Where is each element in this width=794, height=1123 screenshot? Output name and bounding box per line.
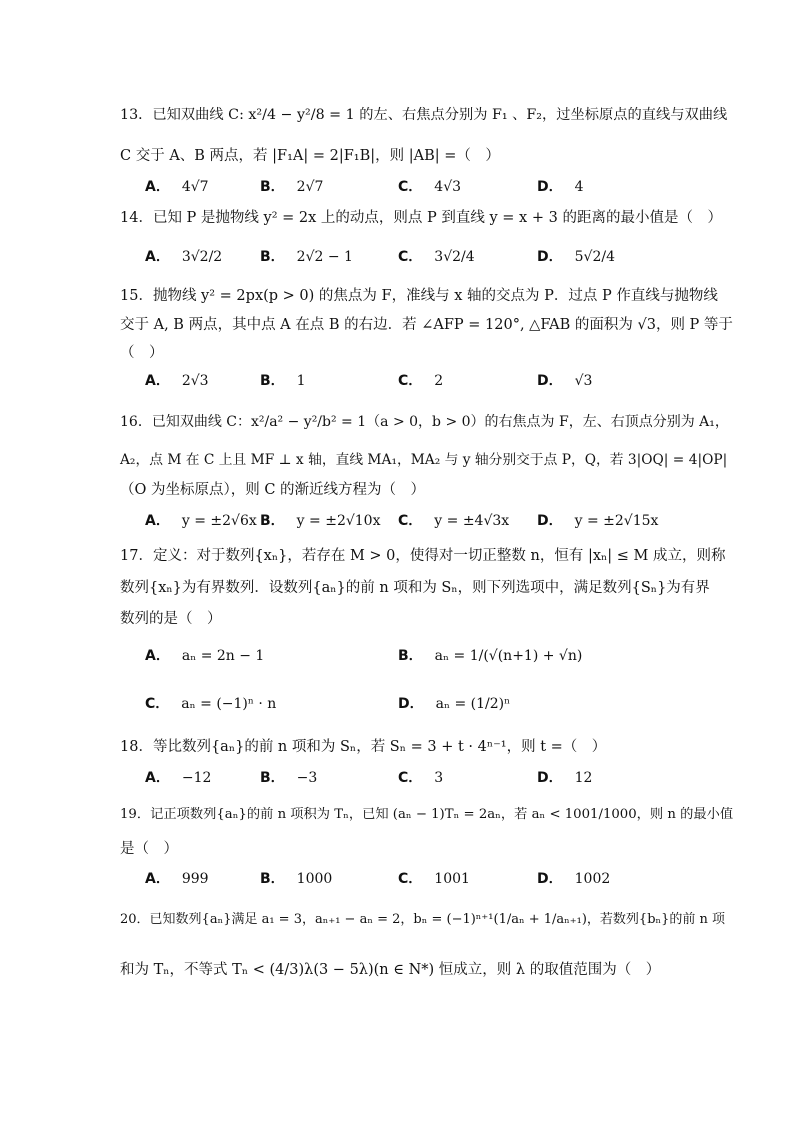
option-d: D． aₙ = (1/2)ⁿ xyxy=(398,696,511,712)
option-a: A． 2√3 xyxy=(145,373,209,389)
option-a: A． y = ±2√6x xyxy=(145,513,257,529)
question-19-line-2: 是（ ） xyxy=(120,841,178,857)
question-17-options-row-1 xyxy=(145,645,734,667)
question-15-line-2: 交于 A, B 两点，其中点 A 在点 B 的右边．若 ∠AFP = 120°, △FAB 的面积为 √3，则 P 等于 xyxy=(120,317,733,333)
option-d: D． 4 xyxy=(537,179,584,195)
option-a: A． 999 xyxy=(145,871,209,887)
option-a: A． 3√2/2 xyxy=(145,249,223,265)
question-14-line-1: 14．已知 P 是抛物线 y² = 2x 上的动点，则点 P 到直线 y = x + 3 的距离的最小值是（ ） xyxy=(120,210,722,226)
option-b: B． y = ±2√10x xyxy=(260,513,381,529)
question-16-line-2: A₂，点 M 在 C 上且 MF ⊥ x 轴，直线 MA₁，MA₂ 与 y 轴分别交于点 P，Q，若 3|OQ| = 4|OP| xyxy=(120,452,728,468)
question-20-line-1: 20．已知数列{aₙ}满足 a₁ = 3，aₙ₊₁ − aₙ = 2，bₙ = (−1)ⁿ⁺¹(1/aₙ + 1/aₙ₊₁)，若数列{bₙ}的前 n 项 xyxy=(120,912,726,927)
question-17-options-row-2 xyxy=(145,693,734,715)
option-b: B． 1 xyxy=(260,373,306,389)
question-13-line-1: 13．已知双曲线 C: x²/4 − y²/8 = 1 的左、右焦点分别为 F₁ 、F₂，过坐标原点的直线与双曲线 xyxy=(120,107,728,123)
question-16-line-3: （O 为坐标原点），则 C 的渐近线方程为（ ） xyxy=(120,482,426,498)
option-d: D． √3 xyxy=(537,373,593,389)
question-19-line-1: 19．记正项数列{aₙ}的前 n 项积为 Tₙ，已知 (aₙ − 1)Tₙ = 2aₙ，若 aₙ < 1001/1000，则 n 的最小值 xyxy=(120,807,734,822)
option-d: D． 12 xyxy=(537,770,593,786)
question-17-line-2: 数列{xₙ}为有界数列．设数列{aₙ}的前 n 项和为 Sₙ，则下列选项中，满足数列{Sₙ}为有界 xyxy=(120,580,710,596)
option-b: B． 2√7 xyxy=(260,179,324,195)
question-13-line-2: C 交于 A、B 两点，若 |F₁A| = 2|F₁B|，则 |AB| =（ ） xyxy=(120,148,500,164)
option-b: B． 1000 xyxy=(260,871,333,887)
question-16-options xyxy=(145,510,734,532)
question-17-line-1: 17．定义：对于数列{xₙ}，若存在 M > 0，使得对一切正整数 n，恒有 |xₙ| ≤ M 成立，则称 xyxy=(120,548,726,564)
question-19-options xyxy=(145,868,734,890)
question-14-options xyxy=(145,246,734,268)
question-15-options xyxy=(145,370,734,392)
question-13-options xyxy=(145,176,734,198)
option-c: C． y = ±4√3x xyxy=(398,513,510,529)
option-d: D． 5√2/4 xyxy=(537,249,615,265)
option-c: C． 4√3 xyxy=(398,179,462,195)
question-15-line-1: 15．抛物线 y² = 2px(p > 0) 的焦点为 F，准线与 x 轴的交点为 P．过点 P 作直线与抛物线 xyxy=(120,288,718,304)
option-d: D． y = ±2√15x xyxy=(537,513,659,529)
option-a: A． 4√7 xyxy=(145,179,209,195)
question-16-line-1: 16．已知双曲线 C：x²/a² − y²/b² = 1（a > 0，b > 0）的右焦点为 F，左、右顶点分别为 A₁， xyxy=(120,414,729,430)
question-18-options xyxy=(145,767,734,789)
option-a: A． −12 xyxy=(145,770,212,786)
question-20-line-2: 和为 Tₙ，不等式 Tₙ < (4/3)λ(3 − 5λ)(n ∈ N*) 恒成立，则 λ 的取值范围为（ ） xyxy=(120,962,661,978)
option-c: C． 3√2/4 xyxy=(398,249,475,265)
option-b: B． 2√2 − 1 xyxy=(260,249,353,265)
question-18-line-1: 18．等比数列{aₙ}的前 n 项和为 Sₙ，若 Sₙ = 3 + t · 4ⁿ⁻¹，则 t =（ ） xyxy=(120,739,607,755)
option-c: C． 1001 xyxy=(398,871,470,887)
option-d: D． 1002 xyxy=(537,871,611,887)
question-17-line-3: 数列的是（ ） xyxy=(120,611,222,627)
option-c: C． aₙ = (−1)ⁿ · n xyxy=(145,696,277,712)
question-15-line-3: （ ） xyxy=(120,345,164,361)
option-c: C． 2 xyxy=(398,373,444,389)
option-a: A． aₙ = 2n − 1 xyxy=(145,648,265,664)
option-b: B． aₙ = 1/(√(n+1) + √n) xyxy=(398,648,583,664)
option-b: B． −3 xyxy=(260,770,318,786)
option-c: C． 3 xyxy=(398,770,444,786)
